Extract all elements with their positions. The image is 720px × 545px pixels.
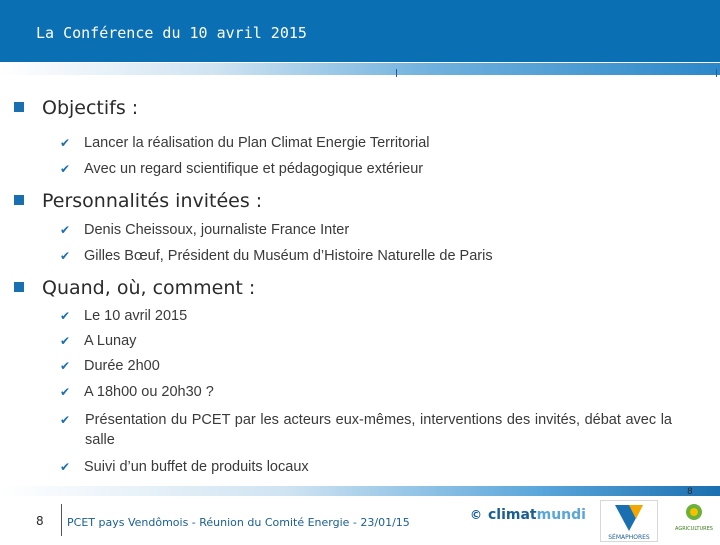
- checkmark-icon: ✔: [60, 223, 71, 237]
- semaphores-logo-icon: [601, 501, 657, 541]
- checkmark-icon: ✔: [60, 249, 71, 263]
- square-bullet-icon: [14, 102, 24, 112]
- checkmark-icon: ✔: [60, 413, 71, 427]
- logo-text-part: mundi: [536, 507, 586, 523]
- list-item: [60, 333, 136, 349]
- list-item: [60, 308, 187, 324]
- list-item-text: Gilles Bœuf, Président du Muséum d’Histoire Naturelle de Paris: [84, 248, 493, 264]
- list-item-text: Suivi d’un buffet de produits locaux: [84, 459, 309, 475]
- slide-header: [0, 0, 720, 62]
- list-item-text: Lancer la réalisation du Plan Climat Energie Territorial: [84, 135, 430, 151]
- list-item-text: Présentation du PCET par les acteurs eux-mêmes, interventions des invités, débat avec la salle: [85, 412, 672, 448]
- list-item-text: Le 10 avril 2015: [84, 308, 188, 324]
- list-item: [60, 222, 349, 238]
- footer-text: PCET pays Vendômois - Réunion du Comité Energie - 23/01/15: [67, 516, 410, 529]
- agricultures-logo: [668, 500, 720, 540]
- header-gradient-stripe: [0, 63, 720, 75]
- square-bullet-icon: [14, 195, 24, 205]
- square-bullet-icon: [14, 282, 24, 292]
- checkmark-icon: ✔: [60, 334, 71, 348]
- logo-text-part: climat: [488, 507, 537, 523]
- svg-text:AGRICULTURES: AGRICULTURES: [675, 526, 713, 532]
- list-item: [60, 459, 309, 475]
- climatmundi-logo: [470, 507, 586, 523]
- list-item-text: Durée 2h00: [84, 358, 160, 374]
- checkmark-icon: ✔: [60, 385, 71, 399]
- section-heading-quand: [14, 277, 255, 299]
- list-item: [60, 161, 423, 177]
- list-item: [60, 248, 493, 264]
- section-heading-personnalites: [14, 190, 262, 212]
- copyright-icon: ©: [470, 508, 482, 522]
- checkmark-icon: ✔: [60, 460, 71, 474]
- footer-gradient-stripe: [0, 486, 720, 496]
- list-item: [60, 410, 672, 450]
- section-heading-objectifs: [14, 97, 138, 119]
- agricultures-logo-icon: [668, 500, 720, 540]
- list-item: [60, 135, 430, 151]
- section-title: Quand, où, comment :: [42, 277, 256, 299]
- list-item: [60, 358, 160, 374]
- checkmark-icon: ✔: [60, 309, 71, 323]
- list-item: [60, 384, 214, 400]
- section-title: Personnalités invitées :: [42, 190, 263, 212]
- svg-text:SÉMAPHORES: SÉMAPHORES: [608, 534, 650, 541]
- stripe-tick: [396, 69, 397, 77]
- section-title: Objectifs :: [42, 97, 139, 119]
- page-number: 8: [36, 514, 44, 528]
- list-item-text: Denis Cheissoux, journaliste France Inter: [84, 222, 350, 238]
- slide-title: La Conférence du 10 avril 2015: [36, 24, 307, 42]
- semaphores-logo: [600, 500, 658, 542]
- checkmark-icon: ✔: [60, 359, 71, 373]
- footer-divider: [61, 504, 62, 536]
- checkmark-icon: ✔: [60, 162, 71, 176]
- small-page-number: 8: [687, 487, 693, 497]
- stripe-tick: [716, 69, 717, 77]
- list-item-text: Avec un regard scientifique et pédagogique extérieur: [84, 161, 424, 177]
- list-item-text: A 18h00 ou 20h30 ?: [84, 384, 214, 400]
- list-item-text: A Lunay: [84, 333, 137, 349]
- checkmark-icon: ✔: [60, 136, 71, 150]
